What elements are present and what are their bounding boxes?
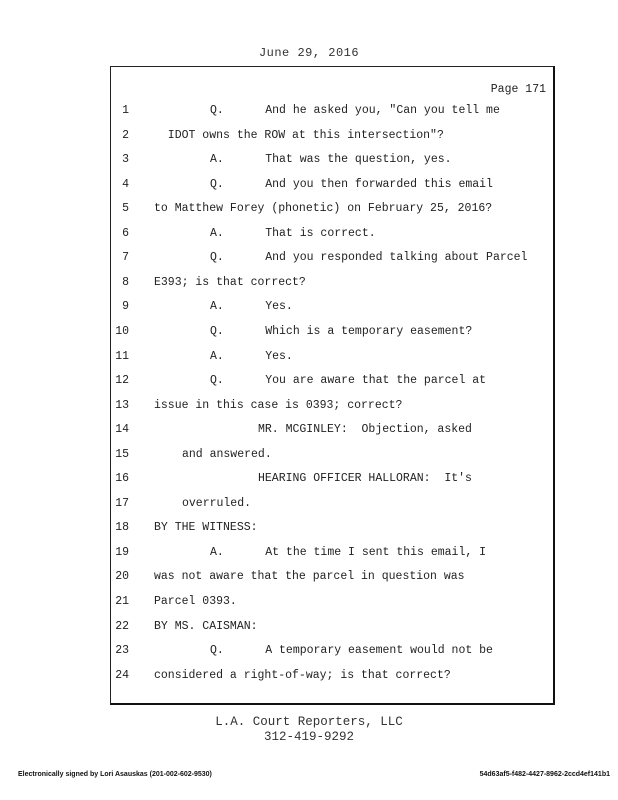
transcript-line (111, 325, 553, 345)
line-number: 12 (115, 374, 129, 388)
transcript-line (111, 104, 553, 124)
line-text: to Matthew Forey (phonetic) on February 25, 2016? (154, 202, 493, 216)
line-text: was not aware that the parcel in question was (154, 570, 465, 584)
line-text: Q. And you then forwarded this email (210, 177, 493, 191)
transcript-line (111, 251, 553, 271)
line-text: A. Yes. (210, 349, 293, 363)
line-number: 13 (115, 398, 129, 412)
line-number: 8 (122, 275, 129, 289)
transcript-line (111, 129, 553, 149)
transcript-line (111, 570, 553, 590)
transcript-line (111, 521, 553, 541)
line-number: 1 (122, 104, 129, 117)
reporter-phone: 312-419-9292 (263, 730, 354, 744)
transcript-line (111, 448, 553, 468)
electronic-signature-note: Electronically signed by Lori Asauskas (201-002-602-9530) (18, 771, 212, 778)
line-text: issue in this case is 0393; correct? (154, 398, 403, 412)
line-number: 15 (115, 447, 129, 461)
line-number: 5 (122, 202, 129, 216)
transcript-page-frame (110, 66, 555, 705)
line-text: A. That is correct. (210, 226, 376, 240)
line-number: 11 (115, 349, 129, 363)
line-number: 17 (115, 496, 129, 510)
line-text: IDOT owns the ROW at this intersection"? (154, 128, 444, 142)
transcript-date: June 29, 2016 (258, 46, 360, 60)
line-text: Parcel 0393. (154, 595, 237, 608)
line-text: A. That was the question, yes. (210, 153, 452, 167)
line-text: Q. And he asked you, "Can you tell me (210, 104, 500, 117)
line-number: 14 (115, 423, 129, 437)
line-text: considered a right-of-way; is that correct? (154, 668, 451, 682)
line-number: 7 (122, 251, 129, 265)
line-text: A. Yes. (210, 300, 293, 314)
reporter-company: L.A. Court Reporters, LLC (215, 715, 403, 729)
transcript-line (111, 620, 553, 640)
line-text: E393; is that correct? (154, 275, 306, 289)
transcript-line (111, 227, 553, 247)
line-text: Q. And you responded talking about Parcel (210, 251, 528, 265)
transcript-line (111, 276, 553, 296)
line-number: 16 (115, 472, 129, 486)
transcript-line (111, 644, 553, 664)
line-text: Q. Which is a temporary easement? (210, 324, 473, 338)
transcript-line (111, 300, 553, 320)
line-text: overruled. (182, 496, 252, 510)
line-number: 9 (122, 300, 129, 314)
transcript-line (111, 472, 553, 492)
line-text: BY MS. CAISMAN: (154, 619, 258, 633)
page-number-label: Page 171 (490, 83, 546, 96)
line-number: 18 (115, 521, 129, 535)
transcript-line (111, 669, 553, 689)
line-number: 19 (115, 545, 129, 559)
transcript-line (111, 153, 553, 173)
line-text: and answered. (182, 447, 272, 461)
line-text: BY THE WITNESS: (154, 521, 258, 535)
line-number: 24 (115, 668, 129, 682)
line-text: Q. You are aware that the parcel at (210, 374, 487, 388)
line-number: 3 (122, 153, 129, 167)
transcript-line (111, 399, 553, 419)
transcript-line (111, 595, 553, 615)
line-number: 6 (122, 226, 129, 240)
transcript-line (111, 178, 553, 198)
line-number: 10 (115, 324, 129, 338)
line-number: 4 (122, 177, 129, 191)
transcript-line (111, 350, 553, 370)
line-number: 20 (115, 570, 129, 584)
line-text: Q. A temporary easement would not be (210, 644, 493, 658)
transcript-line (111, 202, 553, 222)
transcript-line (111, 546, 553, 566)
line-text: MR. MCGINLEY: Objection, asked (258, 423, 472, 437)
line-number: 23 (115, 644, 129, 658)
transcript-line (111, 423, 553, 443)
line-text: HEARING OFFICER HALLORAN: It's (258, 472, 472, 486)
line-text: A. At the time I sent this email, I (210, 545, 487, 559)
transcript-line (111, 374, 553, 394)
line-number: 2 (122, 128, 129, 142)
transcript-line (111, 497, 553, 517)
document-id: 54d63af5-f482-4427-8962-2ccd4ef141b1 (479, 771, 610, 778)
line-number: 22 (115, 619, 129, 633)
line-number: 21 (115, 595, 129, 608)
